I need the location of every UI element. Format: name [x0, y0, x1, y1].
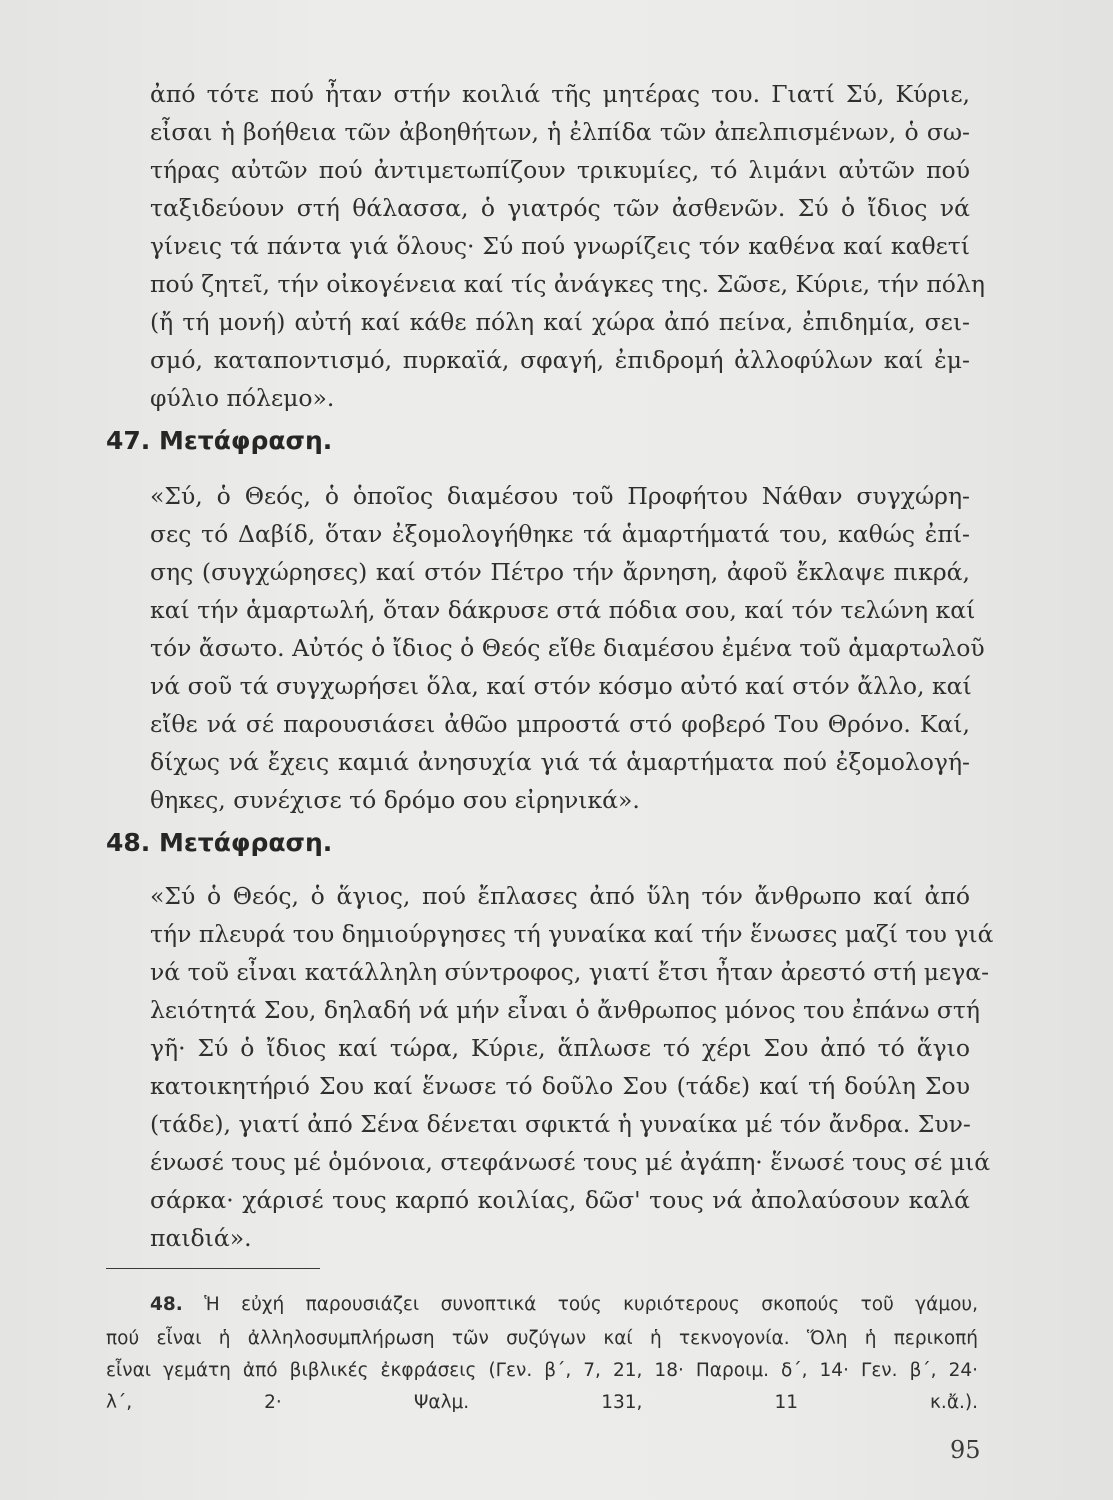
- text-line: (ἤ τή μονή) αὐτή καί κάθε πόλη καί χώρα ἀπό πείνα, ἐπιδημία, σει-: [150, 308, 970, 336]
- text-line: ταξιδεύουν στή θάλασσα, ὁ γιατρός τῶν ἀσθενῶν. Σύ ὁ ἴδιος νά: [150, 194, 970, 222]
- footnote-text: Ἡ εὐχή παρουσιάζει συνοπτικά τούς κυριότερους σκοπούς τοῦ γάμου,: [204, 1294, 978, 1315]
- text-line: λειότητά Σου, δηλαδή νά μήν εἶναι ὁ ἄνθρωπος μόνος του ἐπάνω στή: [150, 996, 980, 1024]
- text-line: τήρας αὐτῶν πού ἀντιμετωπίζουν τρικυμίες, τό λιμάνι αὐτῶν πού: [150, 156, 970, 184]
- text-line: νά σοῦ τά συγχωρήσει ὅλα, καί στόν κόσμο αὐτό καί στόν ἄλλο, καί: [150, 672, 972, 700]
- text-line: νά τοῦ εἶναι κατάλληλη σύντροφος, γιατί ἔτσι ἦταν ἀρεστό στή μεγα-: [150, 958, 990, 986]
- footnote-number: 48.: [150, 1294, 183, 1315]
- text-line: θηκες, συνέχισε τό δρόμο σου εἰρηνικά».: [150, 786, 640, 814]
- text-line: δίχως νά ἔχεις καμιά ἀνησυχία γιά τά ἁμαρτήματα πού ἐξομολογή-: [150, 748, 970, 776]
- section-heading: 48. Μετάφραση.: [106, 828, 333, 857]
- text-line: εἶσαι ἡ βοήθεια τῶν ἀβοηθήτων, ἡ ἐλπίδα τῶν ἀπελπισμένων, ὁ σω-: [150, 118, 970, 146]
- footnote-line: εἶναι γεμάτη ἀπό βιβλικές ἐκφράσεις (Γεν. β΄, 7, 21, 18· Παροιμ. δ΄, 14· Γεν. β΄, 24·: [106, 1360, 978, 1381]
- footnote-line: πού εἶναι ἡ ἀλληλοσυμπλήρωση τῶν συζύγων καί ἡ τεκνογονία. Ὅλη ἡ περικοπή: [106, 1328, 978, 1349]
- text-line: (τάδε), γιατί ἀπό Σένα δένεται σφικτά ἡ γυναίκα μέ τόν ἄνδρα. Συν-: [150, 1110, 971, 1138]
- text-line: «Σύ, ὁ Θεός, ὁ ὁποῖος διαμέσου τοῦ Προφήτου Νάθαν συγχώρη-: [150, 482, 970, 510]
- text-line: σάρκα· χάρισέ τους καρπό κοιλίας, δῶσ' τους νά ἀπολαύσουν καλά: [150, 1186, 970, 1214]
- text-line: γῆ· Σύ ὁ ἴδιος καί τώρα, Κύριε, ἅπλωσε τό χέρι Σου ἀπό τό ἅγιο: [150, 1034, 970, 1062]
- text-line: πού ζητεῖ, τήν οἰκογένεια καί τίς ἀνάγκες της. Σῶσε, Κύριε, τήν πόλη: [150, 270, 985, 298]
- text-line: καί τήν ἁμαρτωλή, ὅταν δάκρυσε στά πόδια σου, καί τόν τελώνη καί: [150, 596, 976, 624]
- text-line: σες τό Δαβίδ, ὅταν ἐξομολογήθηκε τά ἁμαρτήματά του, καθώς ἐπί-: [150, 520, 970, 548]
- text-line: σμό, καταποντισμό, πυρκαϊά, σφαγή, ἐπιδρομή ἀλλοφύλων καί ἐμ-: [150, 346, 970, 374]
- text-line: γίνεις τά πάντα γιά ὅλους· Σύ πού γνωρίζεις τόν καθένα καί καθετί: [150, 232, 970, 260]
- text-line: «Σύ ὁ Θεός, ὁ ἅγιος, πού ἔπλασες ἀπό ὕλη τόν ἄνθρωπο καί ἀπό: [150, 882, 970, 910]
- footnote-line: λ΄, 2· Ψαλμ. 131, 11 κ.ἄ.).: [106, 1392, 978, 1413]
- text-line: τόν ἄσωτο. Αὐτός ὁ ἴδιος ὁ Θεός εἴθε διαμέσου ἐμένα τοῦ ἁμαρτωλοῦ: [150, 634, 985, 662]
- section-heading: 47. Μετάφραση.: [106, 426, 333, 455]
- text-line: φύλιο πόλεμο».: [150, 384, 335, 412]
- page-number: 95: [950, 1436, 981, 1464]
- text-line: σης (συγχώρησες) καί στόν Πέτρο τήν ἄρνηση, ἀφοῦ ἔκλαψε πικρά,: [150, 558, 970, 586]
- text-line: παιδιά».: [150, 1224, 252, 1252]
- footnote-rule: [106, 1268, 320, 1269]
- text-line: τήν πλευρά του δημιούργησες τή γυναίκα καί τήν ἕνωσες μαζί του γιά: [150, 920, 994, 948]
- text-line: ένωσέ τους μέ ὁμόνοια, στεφάνωσέ τους μέ ἀγάπη· ἕνωσέ τους σέ μιά: [150, 1148, 991, 1176]
- text-line: ἀπό τότε πού ἦταν στήν κοιλιά τῆς μητέρας του. Γιατί Σύ, Κύριε,: [150, 80, 970, 108]
- text-line: κατοικητήριό Σου καί ἕνωσε τό δοῦλο Σου (τάδε) καί τή δούλη Σου: [150, 1072, 970, 1100]
- footnote-line: [150, 1292, 978, 1318]
- text-line: εἴθε νά σέ παρουσιάσει ἀθῶο μπροστά στό φοβερό Του Θρόνο. Καί,: [150, 710, 970, 738]
